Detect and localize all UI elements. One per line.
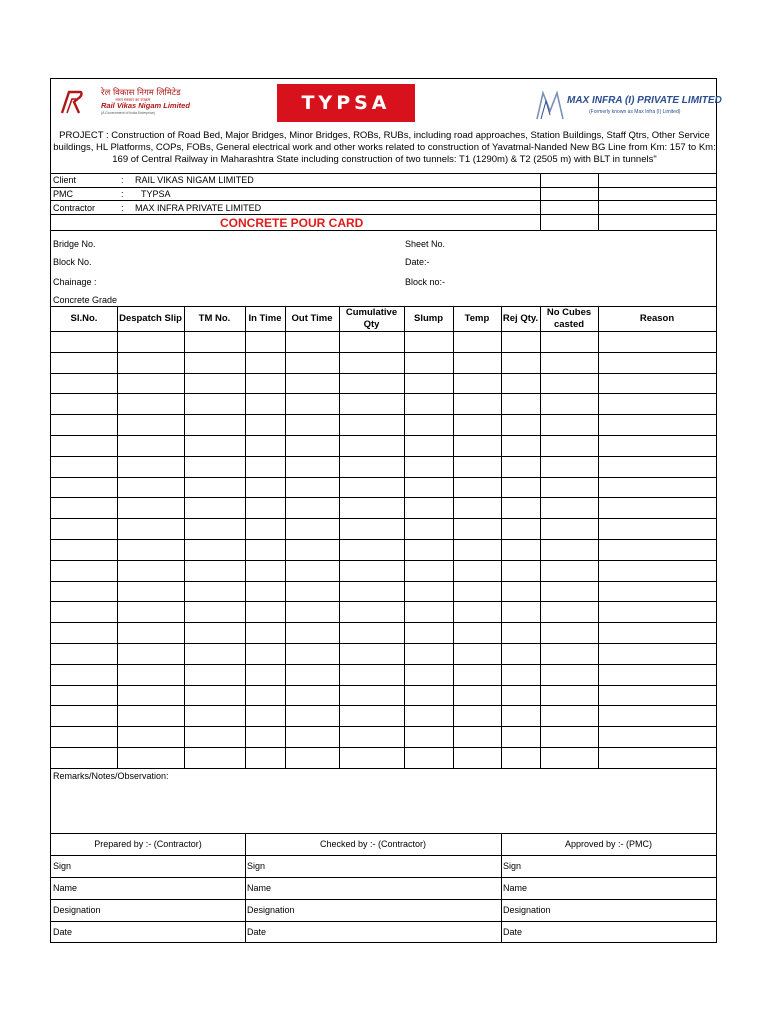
- table-row[interactable]: [51, 664, 716, 685]
- column-header: No Cubes casted: [546, 306, 592, 330]
- card-title: CONCRETE POUR CARD: [220, 216, 364, 230]
- maxinfra-mark-icon: [535, 89, 565, 121]
- client-label: Client: [53, 175, 77, 185]
- contractor-value: MAX INFRA PRIVATE LIMITED: [135, 203, 262, 213]
- table-row[interactable]: [51, 601, 716, 622]
- table-row[interactable]: [51, 560, 716, 581]
- concrete-pour-card-sheet: [50, 78, 722, 943]
- table-row[interactable]: [51, 539, 716, 560]
- remarks-label: Remarks/Notes/Observation:: [53, 771, 169, 781]
- signoff-field-name[interactable]: Name: [503, 883, 528, 893]
- pmc-value: TYPSA: [141, 189, 171, 199]
- table-row[interactable]: [51, 497, 716, 518]
- signoff-column-header: Checked by :- (Contractor): [319, 839, 427, 849]
- client-sep: :: [121, 175, 124, 185]
- column-header: Temp: [464, 312, 490, 324]
- signoff-rule: [51, 899, 716, 900]
- contractor-label: Contractor: [53, 203, 96, 213]
- table-rule: [51, 768, 716, 769]
- column-header: Reason: [639, 312, 675, 324]
- table-row[interactable]: [51, 726, 716, 747]
- column-header: In Time: [248, 312, 282, 324]
- sheet-no-label: Sheet No.: [405, 239, 446, 249]
- pmc-sep: :: [121, 189, 124, 199]
- table-row[interactable]: [51, 456, 716, 477]
- pmc-label: PMC: [53, 189, 73, 199]
- signoff-column-header: Prepared by :- (Contractor): [94, 839, 202, 849]
- column-header: Cumulative Qty: [345, 306, 398, 330]
- signoff-field-sign[interactable]: Sign: [247, 861, 266, 871]
- signoff-field-name[interactable]: Name: [247, 883, 272, 893]
- signoff-field-date[interactable]: Date: [53, 927, 73, 937]
- table-row[interactable]: [51, 705, 716, 726]
- rvnl-english-subtitle: (A Government of India Enterprise): [101, 111, 156, 115]
- table-row[interactable]: [51, 435, 716, 456]
- client-value: RAIL VIKAS NIGAM LIMITED: [135, 175, 254, 185]
- date-label: Date:-: [405, 257, 430, 267]
- signoff-field-name[interactable]: Name: [53, 883, 78, 893]
- table-row[interactable]: [51, 581, 716, 602]
- maxinfra-logo: [531, 89, 722, 125]
- table-row[interactable]: [51, 685, 716, 706]
- signoff-field-designation[interactable]: Designation: [247, 905, 295, 915]
- chainage-label: Chainage :: [53, 277, 97, 287]
- rvnl-logo: [57, 87, 197, 119]
- signoff-field-date[interactable]: Date: [247, 927, 267, 937]
- rvnl-hindi-subtitle: भारत सरकार का उपक्रम: [115, 97, 151, 102]
- table-row[interactable]: [51, 352, 716, 373]
- table-row[interactable]: [51, 477, 716, 498]
- column-header: Out Time: [291, 312, 333, 324]
- contractor-sep: :: [121, 203, 124, 213]
- signoff-rule: [51, 877, 716, 878]
- signoff-column-header: Approved by :- (PMC): [564, 839, 653, 849]
- signoff-field-sign[interactable]: Sign: [503, 861, 522, 871]
- rvnl-mark-icon: [59, 89, 83, 115]
- column-header: Despatch Slip: [119, 312, 182, 324]
- block-no-label: Block No.: [53, 257, 92, 267]
- typsa-logo: TYPSA: [277, 84, 415, 122]
- maxinfra-name: MAX INFRA (I) PRIVATE LIMITED: [567, 95, 722, 106]
- column-header: Rej Qty.: [502, 312, 539, 324]
- signoff-field-designation[interactable]: Designation: [53, 905, 101, 915]
- table-row[interactable]: [51, 643, 716, 664]
- block-no-right-label: Block no:-: [405, 277, 446, 287]
- signoff-field-sign[interactable]: Sign: [53, 861, 72, 871]
- bridge-no-label: Bridge No.: [53, 239, 96, 249]
- rvnl-english-name: Rail Vikas Nigam Limited: [101, 101, 190, 110]
- table-row[interactable]: [51, 414, 716, 435]
- signoff-field-date[interactable]: Date: [503, 927, 523, 937]
- table-row[interactable]: [51, 622, 716, 643]
- column-header: TM No.: [198, 312, 231, 324]
- concrete-grade-label: Concrete Grade: [53, 295, 118, 305]
- signoff-field-designation[interactable]: Designation: [503, 905, 551, 915]
- table-row[interactable]: [51, 747, 716, 768]
- column-header: Slump: [413, 312, 444, 324]
- signoff-rule: [51, 921, 716, 922]
- signoff-rule: [51, 855, 716, 856]
- table-row[interactable]: [51, 331, 716, 352]
- table-row[interactable]: [51, 373, 716, 394]
- table-row[interactable]: [51, 518, 716, 539]
- maxinfra-formerly: (Formerly known as Max Infra (I) Limited): [589, 109, 681, 115]
- project-description: PROJECT : Construction of Road Bed, Major Bridges, Minor Bridges, ROBs, RUBs, including road approaches, Station Buildings, Staff Qtrs, Other Service buildings, HL Platforms, COPs, FOBs, General electrical work and other works related to construction of Yavatmal-Nanded New BG Line from Km: 157 to Km: 169 of Central Railway in Maharashtra State including construction of two tunnels: T1 (1290m) & T2 (2505 m) with BLT in tunnels": [53, 130, 716, 165]
- rvnl-hindi-name: रेल विकास निगम लिमिटेड: [101, 88, 181, 98]
- column-header: Sl.No.: [70, 312, 98, 324]
- table-row[interactable]: [51, 393, 716, 414]
